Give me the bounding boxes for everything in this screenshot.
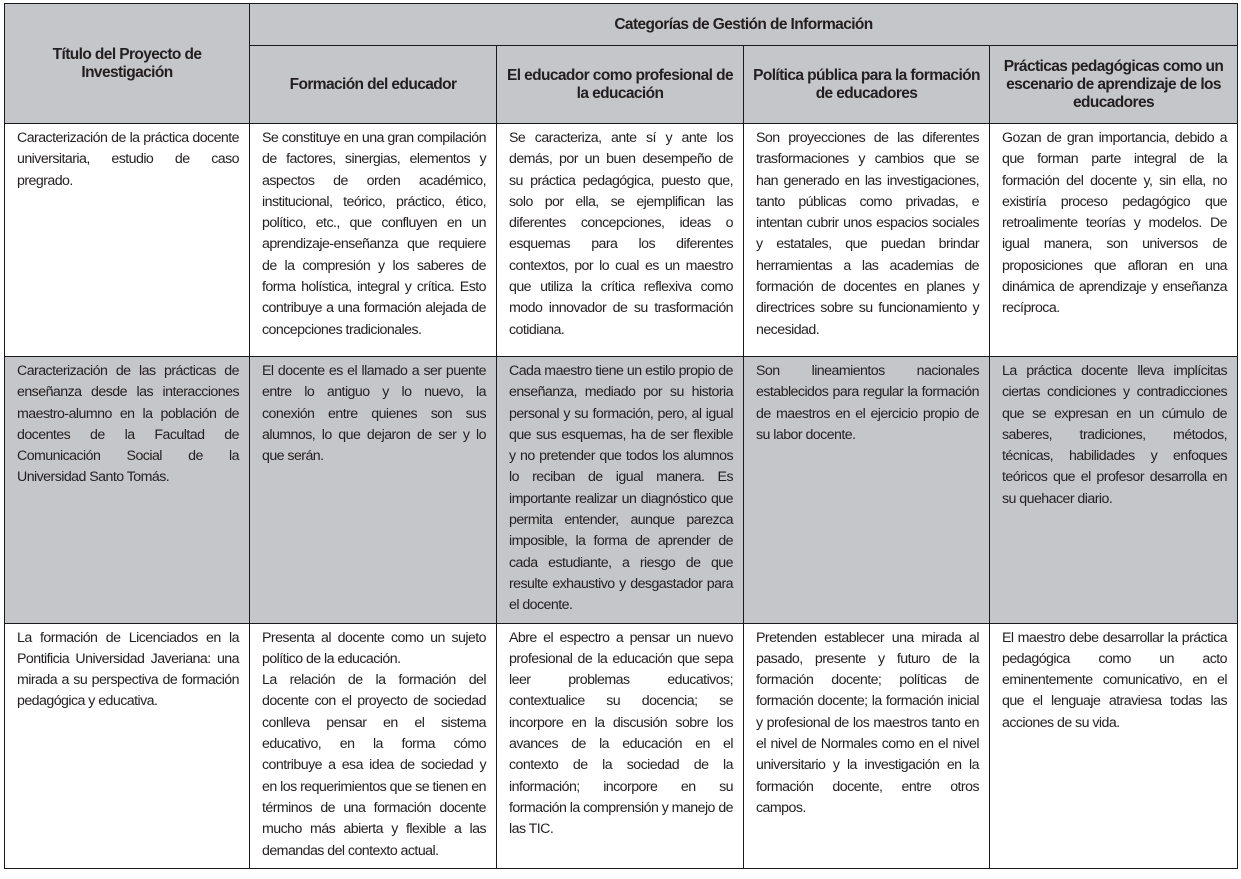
cell-paragraph: La relación de la formación del docente con el proyecto de sociedad conlleva pensar en el sistema educativo, en la forma cómo contribuye a esa idea de sociedad y en los requerimientos que se tienen en términos de una formación docente mucho más abierta y flexible a las demandas del contexto actual. [262,672,486,859]
table-cell: Abre el espectro a pensar un nuevo profesional de la educación que sepa leer problemas educativos; contextualice su docencia; se incorpore en la discusión sobre los avances de la educación en el contexto de la sociedad de la información; incorpore en su formación la comprensión y manejo de las TIC. [497,623,744,868]
research-categories-table [4,3,1238,869]
document-page [4,3,1237,869]
cell-paragraph: Presenta al docente como un sujeto político de la educación. [262,629,486,667]
row-project-title: La formación de Licenciados en la Pontificia Universidad Javeriana: una mirada a su perspectiva de formación pedagógica y educativa. [5,623,250,868]
row-project-title: Caracterización de las prácticas de enseñanza desde las interacciones maestro-alumno en la población de docentes de la Facultad de Comunicación Social de la Universidad Santo Tomás. [5,357,250,624]
table-cell: La práctica docente lleva implícitas ciertas condiciones y contradicciones que se expresan en un cúmulo de saberes, tradiciones, métodos, técnicas, habilidades y enfoques teóricos que el profesor desarrolla en su quehacer diario. [990,357,1238,624]
table-header [5,4,1238,124]
table-cell: El docente es el llamado a ser puente entre lo antiguo y lo nuevo, la conexión entre quienes son sus alumnos, lo que dejaron de ser y lo que serán. [250,357,497,624]
table-cell: Pretenden establecer una mirada al pasado, presente y futuro de la formación docente; políticas de formación docente; la formación inicial y profesional de los maestros tanto en el nivel de Normales como en el nivel universitario y la investigación en la formación docente, entre otros campos. [744,623,990,868]
header-category-4: Prácticas pedagógicas como un escenario de aprendizaje de los educadores [990,46,1238,124]
table-cell: Se caracteriza, ante sí y ante los demás, por un buen desempeño de su práctica pedagógica, puesto que, solo por ella, se ejemplifican las diferentes concepciones, ideas o esquemas para los diferentes contextos, por lo cual es un maestro que utiliza la crítica reflexiva como modo innovador de su trasformación cotidiana. [497,124,744,357]
table-row [5,357,1238,624]
table-cell: Se constituye en una gran compilación de factores, sinergias, elementos y aspectos de orden académico, institucional, teórico, práctico, ético, político, etc., que confluyen en un aprendizaje-enseñanza que requiere de la compresión y los saberes de forma holística, integral y crítica. Esto contribuye a una formación alejada de concepciones tradicionales. [250,124,497,357]
header-category-2: El educador como profesional de la educación [497,46,744,124]
header-group-label: Categorías de Gestión de Información [250,4,1238,46]
table-cell: El maestro debe desarrollar la práctica pedagógica como un acto eminentemente comunicativo, en el que el lenguaje atraviesa todas las acciones de su vida. [990,623,1238,868]
table-row [5,124,1238,357]
table-cell [250,623,497,868]
table-cell: Gozan de gran importancia, debido a que forman parte integral de la formación del docente y, sin ella, no existiría proceso pedagógico que retroalimente teorías y modelos. De igual manera, son universos de proposiciones que afloran en una dinámica de aprendizaje y enseñanza recíproca. [990,124,1238,357]
table-cell: Cada maestro tiene un estilo propio de enseñanza, mediado por su historia personal y su formación, pero, al igual que sus esquemas, ha de ser flexible y no pretender que todos los alumnos lo reciban de igual manera. Es importante realizar un diagnóstico que permita entender, aunque parezca imposible, la forma de aprender de cada estudiante, a riesgo de que resulte exhaustivo y desgastador para el docente. [497,357,744,624]
header-category-1: Formación del educador [250,46,497,124]
table-cell: Son lineamientos nacionales establecidos para regular la formación de maestros en el ejercicio propio de su labor docente. [744,357,990,624]
row-project-title: Caracterización de la práctica docente universitaria, estudio de caso pregrado. [5,124,250,357]
table-row [5,623,1238,868]
header-category-3: Política pública para la formación de educadores [744,46,990,124]
table-cell: Son proyecciones de las diferentes trasformaciones y cambios que se han generado en las investigaciones, tanto públicas como privadas, e intentan cubrir unos espacios sociales y estatales, que puedan brindar herramientas a las academias de formación de docentes en planes y directrices sobre su funcionamiento y necesidad. [744,124,990,357]
header-project-title: Título del Proyecto de Investigación [5,4,250,124]
